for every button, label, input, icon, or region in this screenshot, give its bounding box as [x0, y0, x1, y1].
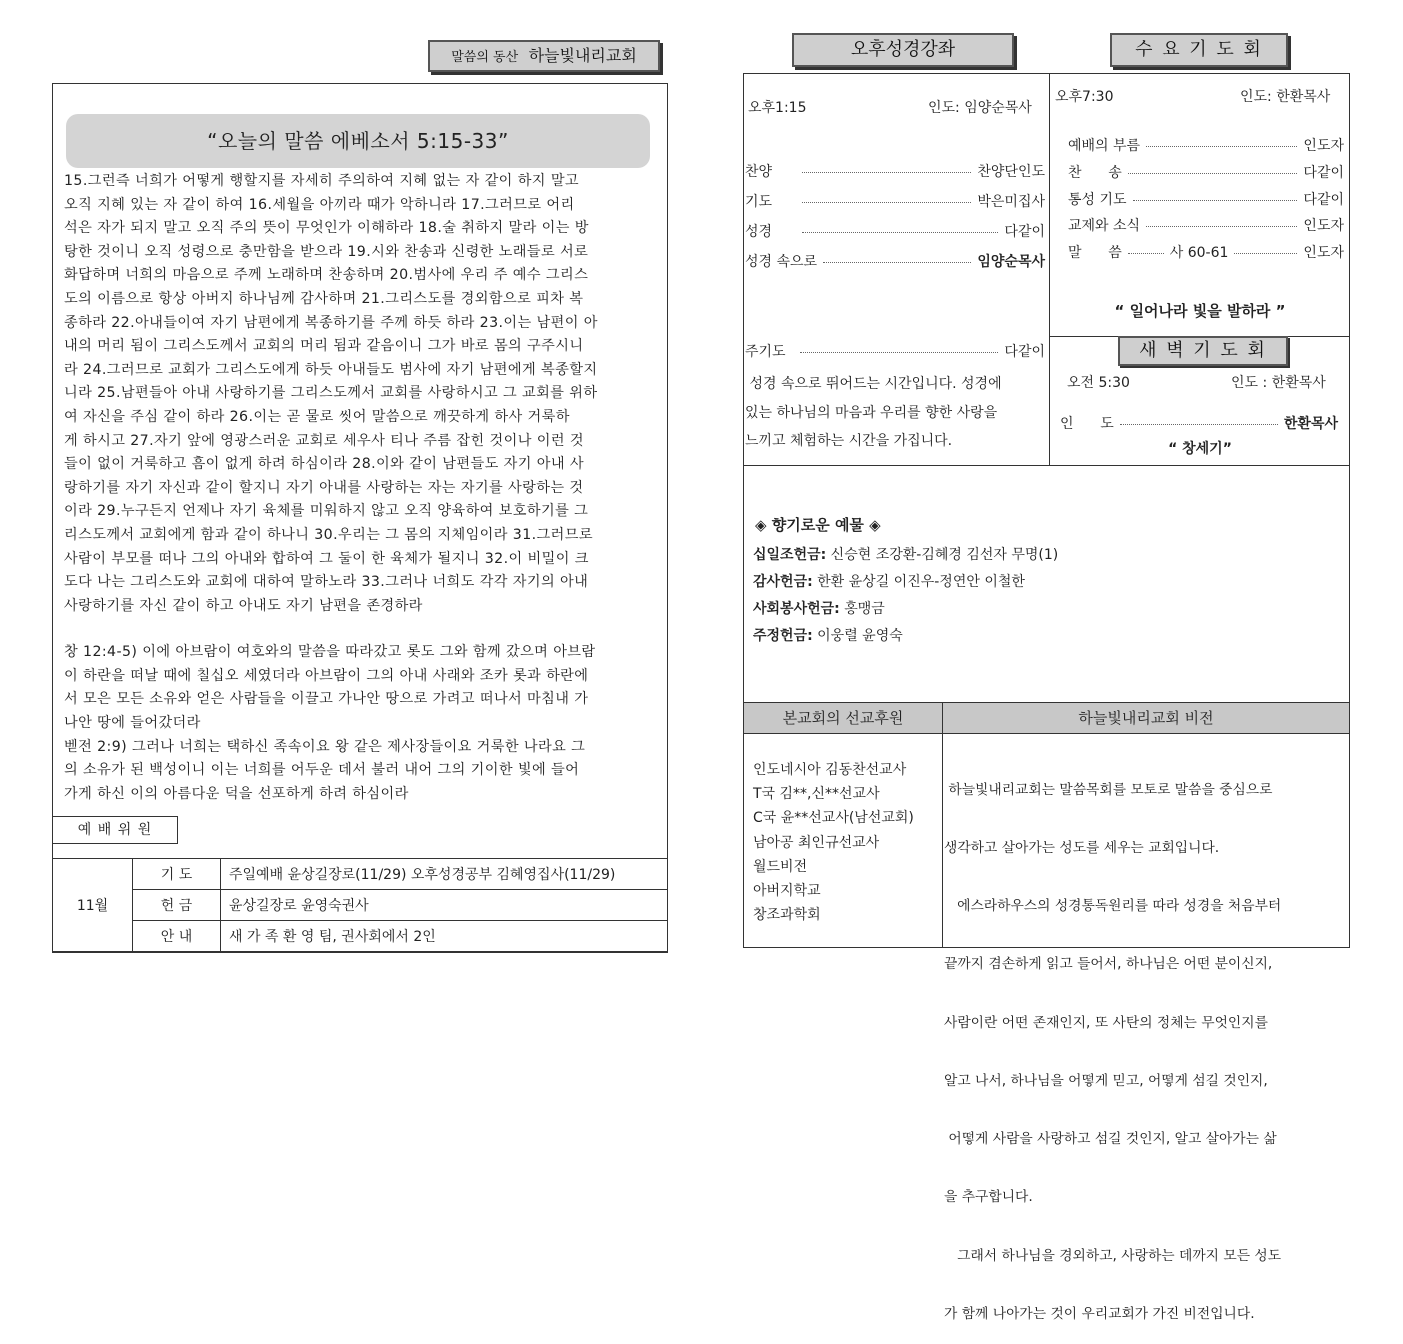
table-row	[53, 890, 668, 921]
scripture-line: 게 하시고 27.자기 앞에 영광스러운 교회로 세우사 티나 주름 잡힌 것이나 이런 것	[64, 432, 584, 449]
committee-table	[52, 858, 668, 952]
afternoon-leader: 인도: 임양순목사	[928, 100, 1032, 116]
afternoon-title: 오후성경강좌	[792, 33, 1014, 67]
vision-line: 끝까지 겸손하게 읽고 들어서, 하나님은 어떤 분이신지,	[944, 956, 1273, 973]
mission-heading: 본교회의 선교후원	[743, 702, 943, 734]
desc-line: 있는 하나님의 마음과 우리를 향한 사랑을	[745, 404, 998, 421]
program-value: 다같이	[1004, 344, 1045, 360]
offering-label: 주정헌금:	[753, 628, 813, 644]
vision-line: 하늘빛내리교회는 말씀목회를 모토로 말씀을 중심으로	[944, 781, 1273, 798]
sermon-row	[1068, 242, 1344, 262]
mission-list	[753, 758, 914, 927]
vision-line: 생각하고 살아가는 성도를 세우는 교회입니다.	[944, 840, 1220, 857]
program-value: 찬양단인도	[977, 164, 1045, 180]
wednesday-leader: 인도: 한환목사	[1240, 89, 1331, 105]
church-label	[428, 40, 660, 72]
program-label: 성경	[745, 224, 773, 240]
committee-names: 주일예배 윤상길장로(11/29) 오후성경공부 김혜영집사(11/29)	[221, 859, 668, 890]
committee-label	[52, 816, 178, 844]
offering-row	[753, 599, 885, 619]
scripture-line: 리스도께서 교회에게 함과 같이 하나니 30.우리는 그 몸의 지체임이라 31.그러므로	[64, 526, 593, 543]
program-row	[1068, 162, 1344, 182]
scripture-line: 석은 자가 되지 말고 오직 주의 뜻이 무엇인가 이해하라 18.술 취하지 말라 이는 방	[64, 220, 589, 237]
scripture-line: 사람이 부모를 떠나 그의 아내와 합하여 그 둘이 한 육체가 될지니 32.이 비밀이 크	[64, 550, 589, 567]
scripture-line: 내의 머리 됨이 그리스도께서 교회의 머리 됨과 같음이니 그가 바로 몸의 구주시니	[64, 338, 584, 355]
table-row	[53, 921, 668, 952]
offering-value: 홍맹금	[839, 601, 885, 617]
program-value: 인도자	[1303, 138, 1344, 154]
scripture-line: 사랑하기를 자신 같이 하고 아내도 자기 남편을 존경하라	[64, 597, 423, 614]
list-item: 월드비전	[753, 858, 808, 875]
program-label: 기도	[745, 194, 773, 210]
scripture-line: 화답하며 너희의 마음으로 주께 노래하며 찬송하며 20.범사에 우리 주 예수 그리스	[64, 267, 589, 284]
wednesday-time: 오후7:30	[1055, 89, 1114, 105]
offering-row	[753, 572, 1025, 592]
program-row	[745, 251, 1045, 271]
afternoon-desc	[745, 370, 1045, 456]
extra-verse-line: 벧전 2:9) 그러나 너희는 택하신 족속이요 왕 같은 제사장들이요 거룩한 나라요 그	[64, 738, 586, 755]
dawn-theme: “ 창세기”	[1168, 441, 1232, 457]
list-item: C국 윤**선교사(남선교회)	[753, 810, 914, 827]
program-row	[745, 341, 1045, 361]
extra-verse-line: 창 12:4-5) 이에 아브람이 여호와의 말씀을 따라갔고 롯도 그와 함께 갔으며 아브람	[64, 644, 596, 661]
program-label: 교제와 소식	[1068, 218, 1141, 234]
scripture-line: 라 24.그러므로 교회가 그리스도에게 하듯 아내들도 범사에 자기 남편에게 복종할지	[64, 361, 598, 378]
program-label: 인 도	[1060, 416, 1114, 432]
program-row	[745, 221, 1045, 241]
afternoon-time: 오후1:15	[748, 100, 807, 116]
extra-verse-line: 의 소유가 된 백성이니 이는 너희를 어두운 데서 불러 내어 그의 기이한 빛에 들어	[64, 762, 580, 779]
committee-role: 기 도	[133, 859, 221, 890]
program-value: 임양순목사	[977, 254, 1045, 270]
scripture-line: 도다 나는 그리스도와 교회에 대하여 말하노라 33.그러나 너희도 각각 자기의 아내	[64, 574, 589, 591]
program-value: 박은미집사	[977, 194, 1045, 210]
scripture-line: 오직 지혜 있는 자 같이 하여 16.세월을 아끼라 때가 악하니라 17.그러므로 어리	[64, 196, 575, 213]
vision-line: 에스라하우스의 성경통독원리를 따라 성경을 처음부터	[944, 898, 1282, 915]
committee-month: 11월	[53, 859, 133, 952]
scripture-line: 니라 25.남편들아 아내 사랑하기를 그리스도께서 교회를 사랑하시고 그 교회를 위하	[64, 385, 598, 402]
program-row	[1068, 189, 1344, 209]
list-item: T국 김**,신**선교사	[753, 786, 880, 803]
program-value: 한환목사	[1283, 416, 1338, 432]
program-row	[745, 161, 1045, 181]
program-label: 예배의 부름	[1068, 138, 1141, 154]
vision-line: 을 추구합니다.	[944, 1189, 1033, 1206]
sermon-reference: 사 60-61	[1169, 245, 1229, 261]
offering-value: 신승현 조강환-김혜경 김선자 무명(1)	[826, 547, 1059, 563]
dawn-leader-row	[1060, 413, 1338, 433]
offering-row	[753, 545, 1058, 565]
extra-verse-line: 가게 하신 이의 아름다운 덕을 선포하게 하려 하심이라	[64, 785, 409, 802]
program-label: 말 씀	[1068, 245, 1122, 261]
scripture-line: 랑하기를 자기 자신과 같이 할지니 자기 아내를 사랑하는 자는 자기를 사랑하는 것	[64, 479, 584, 496]
list-item: 아버지학교	[753, 883, 821, 900]
vision-text	[944, 742, 1348, 1344]
offering-row	[753, 626, 903, 646]
vision-line: 가 함께 나아가는 것이 우리교회가 가진 비전입니다.	[944, 1305, 1255, 1322]
scripture-line: 여 자신을 주심 같이 하라 26.이는 곧 물로 씻어 말씀으로 깨끗하게 하사 거룩하	[64, 408, 570, 425]
program-value: 인도자	[1303, 245, 1344, 261]
committee-role: 헌 금	[133, 890, 221, 921]
offering-value: 한환 윤상길 이진우-정연안 이철한	[812, 574, 1025, 590]
offering-value: 이웅렬 윤영숙	[812, 628, 903, 644]
wednesday-title: 수 요 기 도 회	[1110, 33, 1288, 67]
program-label: 성경 속으로	[745, 254, 818, 270]
committee-label-text: 예 배 위 원	[77, 822, 153, 838]
program-row	[1068, 135, 1344, 155]
vision-heading: 하늘빛내리교회 비전	[942, 702, 1350, 734]
wednesday-theme: “ 일어나라 빛을 발하라 ”	[1114, 302, 1286, 320]
program-value: 다같이	[1303, 192, 1344, 208]
scripture-line: 이라 29.누구든지 언제나 자기 육체를 미워하지 않고 오직 양육하여 보호하기를 그	[64, 503, 589, 520]
program-row	[745, 191, 1045, 211]
scripture-line: 들이 없이 거룩하고 흠이 없게 하려 하심이라 28.이와 같이 남편들도 자기 아내 사	[64, 456, 584, 473]
section-divider	[743, 465, 1350, 466]
extra-verse-line: 나안 땅에 들어갔더라	[64, 715, 201, 732]
desc-line: 성경 속으로 뛰어드는 시간입니다. 성경에	[745, 376, 1002, 392]
dawn-time: 오전 5:30	[1067, 375, 1130, 391]
program-label: 찬양	[745, 164, 773, 180]
scripture-title: “오늘의 말씀 에베소서 5:15-33”	[66, 114, 650, 168]
dawn-title: 새 벽 기 도 회	[1118, 336, 1288, 366]
offering-label: 감사헌금:	[753, 574, 813, 590]
committee-names: 윤상길장로 윤영숙권사	[221, 890, 668, 921]
scripture-line: 탕한 것이니 오직 성령으로 충만함을 받으라 19.시와 찬송과 신령한 노래들로 서로	[64, 243, 589, 260]
church-motto: 말씀의 동산	[451, 50, 519, 65]
scripture-line: 도의 이름으로 항상 아버지 하나님께 감사하며 21.그리스도를 경외함으로 피차 복	[64, 290, 584, 307]
program-value: 인도자	[1303, 218, 1344, 234]
column-divider	[1049, 73, 1050, 466]
list-item: 남아공 최인규선교사	[753, 834, 880, 851]
program-label: 주기도	[745, 344, 786, 360]
church-name: 하늘빛내리교회	[528, 46, 637, 65]
vision-line: 알고 나서, 하나님을 어떻게 믿고, 어떻게 섬길 것인지,	[944, 1072, 1268, 1089]
extra-verse-line: 이 하란을 떠날 때에 칠십오 세였더라 아브람이 그의 아내 사래와 조카 롯과 하란에	[64, 667, 589, 684]
program-label: 통성 기도	[1068, 192, 1127, 208]
table-row	[53, 859, 668, 890]
desc-line: 느끼고 체험하는 시간을 가집니다.	[745, 433, 953, 449]
list-item: 창조과학회	[753, 907, 821, 924]
committee-role: 안 내	[133, 921, 221, 952]
scripture-line: 15.그런즉 너희가 어떻게 행할지를 자세히 주의하여 지혜 없는 자 같이 하지 말고	[64, 173, 580, 189]
committee-names: 새 가 족 환 영 팀, 권사회에서 2인	[221, 921, 668, 952]
extra-verse-line: 서 모은 모든 소유와 얻은 사람들을 이끌고 가나안 땅으로 가려고 떠나서 마침내 가	[64, 691, 589, 708]
dawn-leader: 인도 : 한환목사	[1231, 375, 1326, 391]
vision-line: 어떻게 사람을 사랑하고 섬길 것인지, 알고 살아가는 삶	[944, 1131, 1277, 1148]
program-value: 다같이	[1303, 165, 1344, 181]
vision-line: 사람이란 어떤 존재인지, 또 사탄의 정체는 무엇인지를	[944, 1014, 1268, 1031]
list-item: 인도네시아 김동찬선교사	[753, 762, 907, 778]
program-row	[1068, 215, 1344, 235]
offering-label: 십일조헌금:	[753, 547, 827, 563]
program-label: 찬 송	[1068, 165, 1122, 181]
offering-label: 사회봉사헌금:	[753, 601, 840, 617]
program-value: 다같이	[1004, 224, 1045, 240]
scripture-line: 종하라 22.아내들이여 자기 남편에게 복종하기를 주께 하듯 하라 23.이는 남편이 아	[64, 314, 598, 331]
vision-line: 그래서 하나님을 경외하고, 사랑하는 데까지 모든 성도	[944, 1247, 1282, 1264]
mission-divider	[942, 734, 943, 948]
scripture-body	[64, 170, 654, 806]
offering-heading: ◈ 향기로운 예물 ◈	[755, 516, 881, 534]
